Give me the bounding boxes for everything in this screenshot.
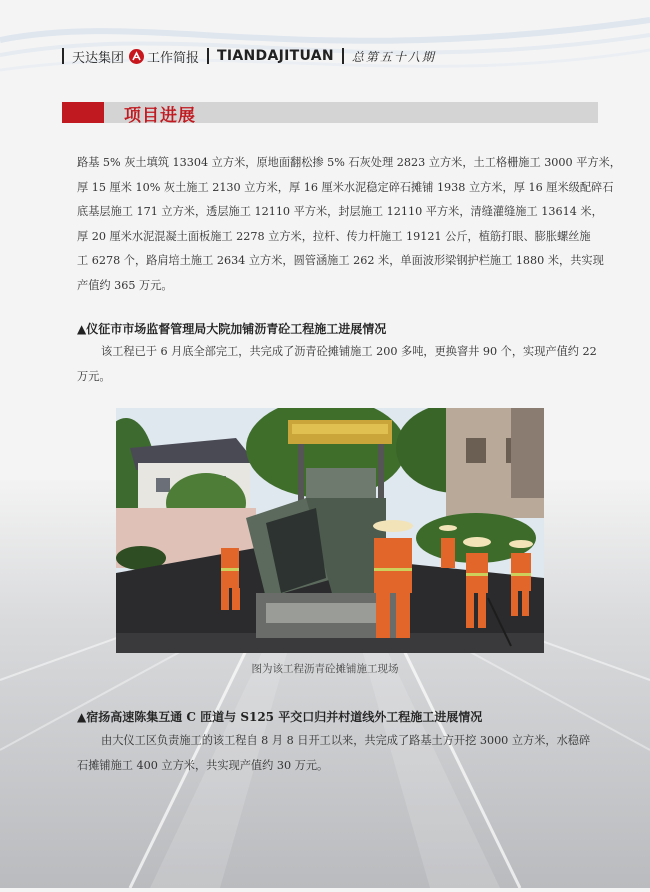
paragraph-line: 厚 20 厘米水泥混凝土面板施工 2278 立方米，拉杆、传力杆施工 19121 公斤，植筋打眼、膨胀螺丝施 <box>77 229 591 243</box>
paragraph-line: 路基 5% 灰土填筑 13304 立方米，原地面翻松掺 5% 石灰处理 2823 立方米，土工格栅施工 3000 平方米， <box>77 156 621 169</box>
item2-paragraph <box>77 729 591 778</box>
paragraph-line: 万元。 <box>77 369 111 383</box>
section-title: 项目进展 <box>124 106 196 126</box>
header-divider <box>342 48 344 64</box>
photo-caption: 图为该工程沥青砼摊铺施工现场 <box>251 663 399 675</box>
paragraph-line: 该工程已于 6 月底全部完工，共完成了沥青砼摊铺施工 200 多吨，更换窨井 90 个，实现产值约 22 <box>101 345 597 358</box>
paragraph-line: 底基层施工 171 立方米，透层施工 12110 平方米，封层施工 12110 平方米，清缝灌缝施工 13614 米， <box>77 205 603 218</box>
brand-english: TIANDAJITUAN <box>217 48 334 64</box>
company-logo-icon <box>129 49 144 64</box>
banner-accent-block <box>62 102 104 123</box>
brief-title: 工作简报 <box>147 50 200 66</box>
paragraph-line: 石摊铺施工 400 立方米，共实现产值约 30 万元。 <box>77 758 329 772</box>
header-divider <box>207 48 209 64</box>
intro-paragraph <box>77 151 621 298</box>
paragraph-line: 由大仪工区负责施工的该工程自 8 月 8 日开工以来，共完成了路基土方开挖 3000 立方米，水稳碎 <box>101 734 591 747</box>
paragraph-line: 厚 15 厘米 10% 灰土施工 2130 立方米，厚 16 厘米水泥稳定碎石摊铺 1938 立方米，厚 16 厘米级配碎石 <box>77 180 614 194</box>
header-divider <box>62 48 64 64</box>
paragraph-line: 工 6278 个，路肩培土施工 2634 立方米，圆管涵施工 262 米，单面波形梁钢护栏施工 1880 米，共实现 <box>77 254 604 267</box>
item1-heading: ▲仪征市市场监督管理局大院加铺沥青砼工程施工进展情况 <box>77 322 387 336</box>
item1-paragraph <box>77 340 597 389</box>
section-banner <box>62 102 598 126</box>
issue-number: 总第五十八期 <box>351 49 436 64</box>
company-name: 天达集团 <box>72 50 125 66</box>
paragraph-line: 产值约 365 万元。 <box>77 278 173 292</box>
page-header <box>62 45 436 67</box>
item2-heading: ▲宿扬高速陈集互通 C 匝道与 S125 平交口归并村道线外工程施工进展情况 <box>77 710 483 724</box>
paving-site-photo <box>116 408 544 653</box>
